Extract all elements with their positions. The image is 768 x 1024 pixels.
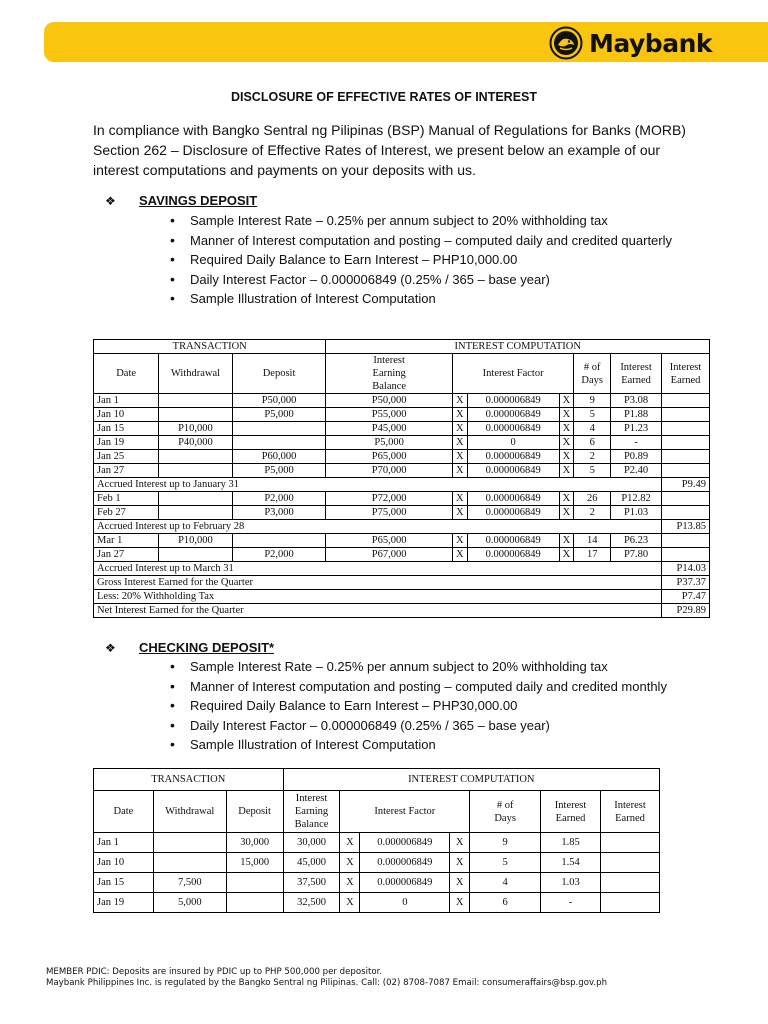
cell-deposit bbox=[226, 893, 283, 913]
cell-earned: P7.80 bbox=[611, 548, 662, 562]
cell-factor: 0 bbox=[360, 893, 450, 913]
cell-multiply: X bbox=[559, 422, 574, 436]
cell-deposit: P5,000 bbox=[232, 464, 326, 478]
column-header: # of Days bbox=[470, 791, 541, 833]
cell-date: Jan 19 bbox=[94, 893, 154, 913]
page-title: DISCLOSURE OF EFFECTIVE RATES OF INTEREST bbox=[230, 90, 538, 104]
cell-withdrawal: P10,000 bbox=[159, 534, 232, 548]
cell-multiply: X bbox=[450, 853, 470, 873]
cell-earned: - bbox=[541, 893, 601, 913]
list-item: • Daily Interest Factor – 0.000006849 (0.25% / 365 – base year) bbox=[170, 716, 667, 736]
column-header: # of Days bbox=[574, 354, 611, 394]
group-header: TRANSACTION bbox=[94, 769, 284, 791]
savings-bullets bbox=[170, 211, 672, 309]
cell-earned-total bbox=[662, 394, 710, 408]
cell-earned: P1.03 bbox=[611, 506, 662, 520]
cell-earned: P3.08 bbox=[611, 394, 662, 408]
cell-days: 2 bbox=[574, 450, 611, 464]
cell-earned: P1.23 bbox=[611, 422, 662, 436]
table-row bbox=[94, 576, 710, 590]
cell-days: 4 bbox=[574, 422, 611, 436]
cell-balance: P65,000 bbox=[326, 534, 452, 548]
cell-earned-total bbox=[662, 422, 710, 436]
cell-withdrawal bbox=[159, 548, 232, 562]
cell-earned-total bbox=[601, 893, 660, 913]
cell-deposit: P3,000 bbox=[232, 506, 326, 520]
cell-earned-total bbox=[662, 450, 710, 464]
cell-earned: P6.23 bbox=[611, 534, 662, 548]
cell-balance: P45,000 bbox=[326, 422, 452, 436]
cell-days: 17 bbox=[574, 548, 611, 562]
cell-days: 4 bbox=[470, 873, 541, 893]
cell-withdrawal: 5,000 bbox=[153, 893, 226, 913]
table-row bbox=[94, 506, 710, 520]
column-header: Interest Factor bbox=[340, 791, 470, 833]
cell-factor: 0.000006849 bbox=[467, 450, 559, 464]
cell-balance: 45,000 bbox=[283, 853, 340, 873]
table-row bbox=[94, 492, 710, 506]
table-row bbox=[94, 604, 710, 618]
cell-withdrawal bbox=[153, 833, 226, 853]
cell-multiply: X bbox=[559, 492, 574, 506]
cell-earned: P2.40 bbox=[611, 464, 662, 478]
cell-days: 14 bbox=[574, 534, 611, 548]
cell-balance: P70,000 bbox=[326, 464, 452, 478]
cell-factor: 0.000006849 bbox=[360, 833, 450, 853]
cell-days: 6 bbox=[574, 436, 611, 450]
cell-deposit bbox=[226, 873, 283, 893]
table-row bbox=[94, 853, 660, 873]
cell-earned: P0.89 bbox=[611, 450, 662, 464]
cell-date: Jan 1 bbox=[94, 394, 159, 408]
column-header: Interest Earned bbox=[541, 791, 601, 833]
brand-name: Maybank bbox=[589, 28, 712, 58]
cell-multiply: X bbox=[452, 548, 467, 562]
column-header: Date bbox=[94, 354, 159, 394]
cell-earned: - bbox=[611, 436, 662, 450]
cell-withdrawal bbox=[159, 408, 232, 422]
cell-earned-total bbox=[662, 464, 710, 478]
cell-withdrawal: P40,000 bbox=[159, 436, 232, 450]
summary-value: P7.47 bbox=[662, 590, 710, 604]
table-row bbox=[94, 562, 710, 576]
cell-days: 5 bbox=[574, 464, 611, 478]
table-row bbox=[94, 873, 660, 893]
cell-earned-total bbox=[662, 534, 710, 548]
cell-factor: 0.000006849 bbox=[467, 548, 559, 562]
cell-multiply: X bbox=[452, 492, 467, 506]
accrued-label: Accrued Interest up to January 31 bbox=[94, 478, 662, 492]
cell-earned-total bbox=[601, 873, 660, 893]
cell-withdrawal: 7,500 bbox=[153, 873, 226, 893]
cell-multiply: X bbox=[452, 506, 467, 520]
cell-earned-total bbox=[662, 408, 710, 422]
summary-label: Gross Interest Earned for the Quarter bbox=[94, 576, 662, 590]
checking-heading bbox=[105, 640, 274, 655]
cell-deposit: 15,000 bbox=[226, 853, 283, 873]
group-header: INTEREST COMPUTATION bbox=[283, 769, 659, 791]
table-row bbox=[94, 422, 710, 436]
cell-earned-total bbox=[662, 436, 710, 450]
cell-withdrawal bbox=[159, 464, 232, 478]
cell-multiply: X bbox=[559, 548, 574, 562]
savings-heading bbox=[105, 193, 257, 208]
cell-multiply: X bbox=[340, 873, 360, 893]
list-item: • Required Daily Balance to Earn Interest – PHP30,000.00 bbox=[170, 696, 667, 716]
column-header: Withdrawal bbox=[153, 791, 226, 833]
cell-multiply: X bbox=[450, 873, 470, 893]
cell-multiply: X bbox=[559, 450, 574, 464]
cell-multiply: X bbox=[559, 534, 574, 548]
list-item: • Sample Interest Rate – 0.25% per annum subject to 20% withholding tax bbox=[170, 211, 672, 231]
summary-label: Less: 20% Withholding Tax bbox=[94, 590, 662, 604]
diamond-bullet-icon: ❖ bbox=[105, 640, 116, 655]
cell-earned: P12.82 bbox=[611, 492, 662, 506]
cell-factor: 0.000006849 bbox=[467, 534, 559, 548]
cell-deposit: P60,000 bbox=[232, 450, 326, 464]
intro-paragraph: In compliance with Bangko Sentral ng Pilipinas (BSP) Manual of Regulations for Banks (MORB) Section 262 – Disclosure of Effective Rates of Interest, we present below an example of our interest computations and payments on your deposits with us. bbox=[93, 122, 686, 178]
diamond-bullet-icon: ❖ bbox=[105, 193, 116, 208]
cell-multiply: X bbox=[340, 833, 360, 853]
brand-logo bbox=[549, 26, 712, 60]
cell-date: Jan 10 bbox=[94, 853, 154, 873]
list-item: • Required Daily Balance to Earn Interest – PHP10,000.00 bbox=[170, 250, 672, 270]
cell-earned-total bbox=[662, 506, 710, 520]
cell-factor: 0.000006849 bbox=[467, 394, 559, 408]
cell-earned-total bbox=[601, 853, 660, 873]
column-header: Deposit bbox=[232, 354, 326, 394]
cell-balance: P5,000 bbox=[326, 436, 452, 450]
cell-balance: P65,000 bbox=[326, 450, 452, 464]
list-item: • Sample Interest Rate – 0.25% per annum subject to 20% withholding tax bbox=[170, 657, 667, 677]
cell-balance: P67,000 bbox=[326, 548, 452, 562]
cell-deposit: 30,000 bbox=[226, 833, 283, 853]
maybank-tiger-icon bbox=[549, 26, 583, 60]
cell-date: Jan 1 bbox=[94, 833, 154, 853]
table-row bbox=[94, 450, 710, 464]
cell-balance: P50,000 bbox=[326, 394, 452, 408]
footer-pdic: MEMBER PDIC: Deposits are insured by PDIC up to PHP 500,000 per depositor. bbox=[46, 967, 383, 977]
cell-multiply: X bbox=[340, 853, 360, 873]
cell-withdrawal bbox=[159, 506, 232, 520]
cell-date: Jan 10 bbox=[94, 408, 159, 422]
cell-balance: 32,500 bbox=[283, 893, 340, 913]
cell-multiply: X bbox=[452, 450, 467, 464]
table-row bbox=[94, 520, 710, 534]
list-item: • Daily Interest Factor – 0.000006849 (0.25% / 365 – base year) bbox=[170, 270, 672, 290]
cell-withdrawal bbox=[153, 853, 226, 873]
cell-withdrawal bbox=[159, 394, 232, 408]
cell-multiply: X bbox=[559, 436, 574, 450]
table-row bbox=[94, 534, 710, 548]
cell-balance: 30,000 bbox=[283, 833, 340, 853]
cell-multiply: X bbox=[340, 893, 360, 913]
column-header: Interest Earned bbox=[601, 791, 660, 833]
cell-withdrawal bbox=[159, 450, 232, 464]
cell-multiply: X bbox=[452, 408, 467, 422]
cell-earned: P1.88 bbox=[611, 408, 662, 422]
cell-date: Jan 19 bbox=[94, 436, 159, 450]
cell-factor: 0.000006849 bbox=[360, 873, 450, 893]
column-header: Date bbox=[94, 791, 154, 833]
column-header: Deposit bbox=[226, 791, 283, 833]
cell-factor: 0.000006849 bbox=[467, 492, 559, 506]
cell-date: Feb 27 bbox=[94, 506, 159, 520]
cell-date: Jan 27 bbox=[94, 548, 159, 562]
cell-earned: 1.85 bbox=[541, 833, 601, 853]
cell-days: 6 bbox=[470, 893, 541, 913]
cell-earned-total bbox=[662, 492, 710, 506]
summary-value: P37.37 bbox=[662, 576, 710, 590]
list-item: • Manner of Interest computation and posting – computed daily and credited quarterly bbox=[170, 231, 672, 251]
table-row bbox=[94, 408, 710, 422]
cell-balance: 37,500 bbox=[283, 873, 340, 893]
cell-factor: 0.000006849 bbox=[467, 506, 559, 520]
cell-earned-total bbox=[601, 833, 660, 853]
cell-deposit: P5,000 bbox=[232, 408, 326, 422]
cell-deposit bbox=[232, 422, 326, 436]
cell-balance: P55,000 bbox=[326, 408, 452, 422]
column-header: Interest Earned bbox=[662, 354, 710, 394]
column-header: Interest Earned bbox=[611, 354, 662, 394]
cell-days: 2 bbox=[574, 506, 611, 520]
cell-date: Mar 1 bbox=[94, 534, 159, 548]
column-header: Withdrawal bbox=[159, 354, 232, 394]
cell-multiply: X bbox=[559, 394, 574, 408]
list-item: • Manner of Interest computation and posting – computed daily and credited monthly bbox=[170, 677, 667, 697]
cell-days: 26 bbox=[574, 492, 611, 506]
accrued-label: Accrued Interest up to February 28 bbox=[94, 520, 662, 534]
accrued-value: P13.85 bbox=[662, 520, 710, 534]
cell-date: Jan 27 bbox=[94, 464, 159, 478]
cell-multiply: X bbox=[450, 833, 470, 853]
cell-factor: 0.000006849 bbox=[467, 422, 559, 436]
cell-days: 9 bbox=[470, 833, 541, 853]
cell-balance: P72,000 bbox=[326, 492, 452, 506]
group-header: TRANSACTION bbox=[94, 340, 326, 354]
cell-date: Jan 25 bbox=[94, 450, 159, 464]
savings-heading-label: SAVINGS DEPOSIT bbox=[139, 193, 258, 208]
table-row bbox=[94, 893, 660, 913]
list-item: • Sample Illustration of Interest Computation bbox=[170, 289, 672, 309]
cell-multiply: X bbox=[452, 394, 467, 408]
accrued-value: P9.49 bbox=[662, 478, 710, 492]
cell-date: Jan 15 bbox=[94, 422, 159, 436]
checking-table bbox=[93, 768, 660, 913]
table-row bbox=[94, 436, 710, 450]
cell-earned: 1.03 bbox=[541, 873, 601, 893]
cell-withdrawal bbox=[159, 492, 232, 506]
cell-multiply: X bbox=[452, 534, 467, 548]
cell-multiply: X bbox=[452, 464, 467, 478]
cell-deposit: P2,000 bbox=[232, 548, 326, 562]
cell-multiply: X bbox=[450, 893, 470, 913]
cell-multiply: X bbox=[452, 436, 467, 450]
footer bbox=[46, 967, 607, 989]
cell-factor: 0.000006849 bbox=[360, 853, 450, 873]
cell-date: Jan 15 bbox=[94, 873, 154, 893]
column-header: Interest Earning Balance bbox=[326, 354, 452, 394]
cell-deposit bbox=[232, 436, 326, 450]
accrued-value: P14.03 bbox=[662, 562, 710, 576]
checking-bullets bbox=[170, 657, 667, 755]
cell-deposit bbox=[232, 534, 326, 548]
table-row bbox=[94, 590, 710, 604]
checking-heading-label: CHECKING DEPOSIT* bbox=[139, 640, 275, 655]
table-row bbox=[94, 548, 710, 562]
group-header: INTEREST COMPUTATION bbox=[326, 340, 710, 354]
cell-days: 5 bbox=[574, 408, 611, 422]
cell-withdrawal: P10,000 bbox=[159, 422, 232, 436]
table-row bbox=[94, 478, 710, 492]
cell-days: 9 bbox=[574, 394, 611, 408]
cell-days: 5 bbox=[470, 853, 541, 873]
savings-table bbox=[93, 339, 710, 618]
cell-multiply: X bbox=[452, 422, 467, 436]
summary-value: P29.89 bbox=[662, 604, 710, 618]
cell-multiply: X bbox=[559, 408, 574, 422]
list-item: • Sample Illustration of Interest Computation bbox=[170, 735, 667, 755]
table-row bbox=[94, 833, 660, 853]
summary-label: Net Interest Earned for the Quarter bbox=[94, 604, 662, 618]
cell-factor: 0.000006849 bbox=[467, 408, 559, 422]
cell-factor: 0.000006849 bbox=[467, 464, 559, 478]
cell-multiply: X bbox=[559, 464, 574, 478]
cell-earned-total bbox=[662, 548, 710, 562]
accrued-label: Accrued Interest up to March 31 bbox=[94, 562, 662, 576]
table-row bbox=[94, 464, 710, 478]
column-header: Interest Earning Balance bbox=[283, 791, 340, 833]
cell-deposit: P2,000 bbox=[232, 492, 326, 506]
cell-multiply: X bbox=[559, 506, 574, 520]
cell-balance: P75,000 bbox=[326, 506, 452, 520]
column-header: Interest Factor bbox=[452, 354, 574, 394]
footer-regulator: Maybank Philippines Inc. is regulated by the Bangko Sentral ng Pilipinas. Call: (02) 8708-7087 Email: consumeraffairs@bsp.gov.ph bbox=[46, 978, 608, 988]
table-row bbox=[94, 394, 710, 408]
cell-date: Feb 1 bbox=[94, 492, 159, 506]
cell-factor: 0 bbox=[467, 436, 559, 450]
cell-deposit: P50,000 bbox=[232, 394, 326, 408]
cell-earned: 1.54 bbox=[541, 853, 601, 873]
